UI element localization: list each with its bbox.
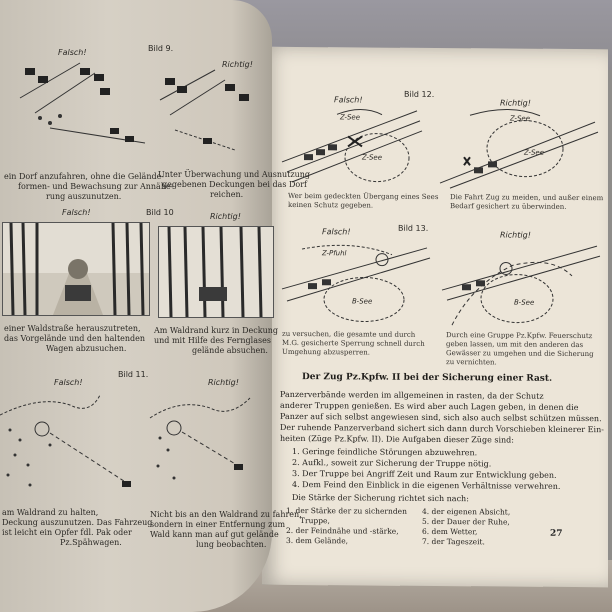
fig13-wrong-diagram [282, 239, 432, 330]
fig9-right-diagram [155, 70, 270, 160]
fig10-caption-right-2: und mit Hilfe des Fernglases [154, 336, 271, 345]
fig12-see-label-2: Z-See [362, 153, 383, 162]
factor-left-2: Truppe, [300, 516, 330, 526]
task-2: 2. Aufkl., soweit zur Sicherung der Truppe nötig. [292, 458, 492, 469]
fig11-caption-right-3: Wald kann man auf gut gelände [150, 530, 279, 539]
fig9-label-wrong: Falsch! [58, 48, 87, 57]
fig13-caption-left-2: M.G. gesicherte Sperrung schnell durch [282, 338, 425, 348]
fig10-title: Bild 10 [146, 208, 174, 217]
fig12-title: Bild 12. [404, 89, 435, 99]
fig9-caption-right-2: gegebenen Deckungen bei das Dorf [162, 180, 307, 189]
fig11-label-right: Richtig! [208, 378, 239, 387]
page-number: 27 [550, 528, 563, 539]
factor-left-3: 2. der Feindnähe und -stärke, [286, 525, 399, 536]
fig10-wrong-illustration [2, 222, 150, 316]
factor-right-1: 4. der eigenen Absicht, [422, 506, 511, 517]
fig9-caption-left-2: formen- und Bewachsung zur Annähe- [18, 182, 174, 191]
task-3: 3. Der Truppe bei Angriff Zeit und Raum zur Entwicklung geben. [292, 469, 557, 480]
fig10-caption-right-3: gelände absuchen. [192, 346, 268, 355]
factor-left-1: 1. der Stärke der zu sichernden [286, 505, 407, 516]
fig11-caption-left-3: ist leicht ein Opfer fdl. Pak oder [2, 528, 132, 537]
fig11-caption-left-4: Pz.Spähwagen. [60, 538, 122, 547]
fig13-see-label-3: B-See [514, 298, 535, 307]
fig9-label-right: Richtig! [222, 60, 253, 69]
body-line-2: anderer Truppen genießen. Es wird aber auch Lagen geben, in denen die [280, 400, 579, 413]
factor-left-4: 3. dem Gelände, [286, 535, 349, 546]
fig13-title: Bild 13. [398, 223, 429, 233]
right-page [262, 47, 608, 587]
section-heading: Der Zug Pz.Kpfw. II bei der Sicherung einer Rast. [302, 372, 553, 384]
fig11-title: Bild 11. [118, 370, 149, 379]
fig12-caption-right-2: Bedarf gesichert zu überwinden. [450, 202, 567, 211]
fig13-see-label-1: Z-Pfuhl [322, 249, 347, 258]
fig11-label-wrong: Falsch! [54, 378, 83, 387]
fig10-right-illustration [158, 226, 274, 318]
factor-right-4: 7. der Tageszeit. [422, 536, 485, 547]
fig10-label-right: Richtig! [210, 212, 241, 221]
fig10-label-wrong: Falsch! [62, 208, 91, 217]
fig10-caption-left-2: das Vorgelände und den haltenden [4, 334, 146, 343]
fig10-caption-right-1: Am Waldrand kurz in Deckung [154, 326, 279, 335]
fig11-caption-left-2: Deckung auszunutzen. Das Fahrzeug [2, 518, 153, 527]
fig12-caption-left-1: Wer beim gedeckten Übergang eines Sees [288, 191, 439, 202]
body-line-4: Der ruhende Panzerverband sichert sich dann durch Vorschieben kleinerer Ein- [280, 422, 604, 435]
fig12-caption-left-2: keinen Schutz gegeben. [288, 200, 374, 210]
fig11-wrong-diagram [0, 385, 150, 505]
fig13-caption-left-1: zu versuchen, die gesamte und durch [282, 329, 416, 339]
fig12-label-wrong: Falsch! [334, 95, 363, 105]
body-line-3: Panzer auf sich selbst angewiesen sind, sich also auch selbst schützen müssen. [280, 411, 602, 424]
fig10-caption-left-3: Wagen abzusuchen. [46, 344, 127, 353]
fig9-caption-left-1: ein Dorf anzufahren, ohne die Gelände- [4, 172, 165, 181]
fig11-right-diagram [150, 388, 270, 508]
body-line-5: heiten (Züge Pz.Kpfw. II). Die Aufgaben dieser Züge sind: [280, 433, 514, 445]
fig12-see-label-4: Z-See [524, 148, 545, 157]
fig11-caption-right-2: sondern in einer Entfernung zum [150, 520, 286, 529]
fig9-caption-left-3: rung auszunutzen. [46, 192, 122, 201]
fig12-see-label-1: Z-See [340, 113, 361, 122]
task-4: 4. Dem Feind den Einblick in die eigenen Verhältnisse verwehren. [292, 480, 561, 491]
fig12-see-label-3: Z-See [510, 114, 531, 123]
fig9-caption-right-3: reichen. [210, 190, 244, 199]
fig11-caption-left-1: am Waldrand zu halten, [2, 508, 99, 517]
fig12-caption-right-1: Die Fahrt Zug zu meiden, und außer einem [450, 193, 604, 203]
fig9-wrong-diagram [10, 58, 150, 158]
fig9-caption-right-1: Unter Überwachung und Ausnutzung [158, 170, 311, 179]
factor-right-2: 5. der Dauer der Ruhe, [422, 516, 510, 527]
fig13-caption-right-4: zu vernichten. [446, 358, 497, 367]
fig13-label-right: Richtig! [500, 230, 531, 240]
fig9-title: Bild 9. [148, 44, 174, 53]
fig12-label-right: Richtig! [500, 98, 531, 108]
task-1: 1. Geringe feindliche Störungen abzuwehren. [292, 447, 478, 458]
fig13-caption-right-2: geben lassen, um mit den anderen das [446, 340, 584, 350]
factor-right-3: 6. dem Wetter, [422, 526, 478, 537]
fig13-caption-right-3: Gewässer zu umgehen und die Sicherung [446, 349, 594, 359]
fig13-caption-left-3: Umgehung abzusperren. [282, 347, 371, 357]
fig13-label-wrong: Falsch! [322, 227, 351, 237]
strength-line: Die Stärke der Sicherung richtet sich nach: [292, 493, 469, 504]
body-line-1: Panzerverbände werden im allgemeinen in rasten, da der Schutz [280, 389, 544, 401]
fig13-see-label-2: B-See [352, 297, 373, 306]
fig11-caption-right-1: Nicht bis an den Waldrand zu fahren, [150, 510, 302, 519]
fig11-caption-right-4: lung beobachten. [196, 540, 267, 549]
fig13-right-diagram [442, 240, 600, 331]
fig13-caption-right-1: Durch eine Gruppe Pz.Kpfw. Feuerschutz [446, 331, 593, 341]
fig10-caption-left-1: einer Waldstraße herauszutreten, [4, 324, 141, 333]
